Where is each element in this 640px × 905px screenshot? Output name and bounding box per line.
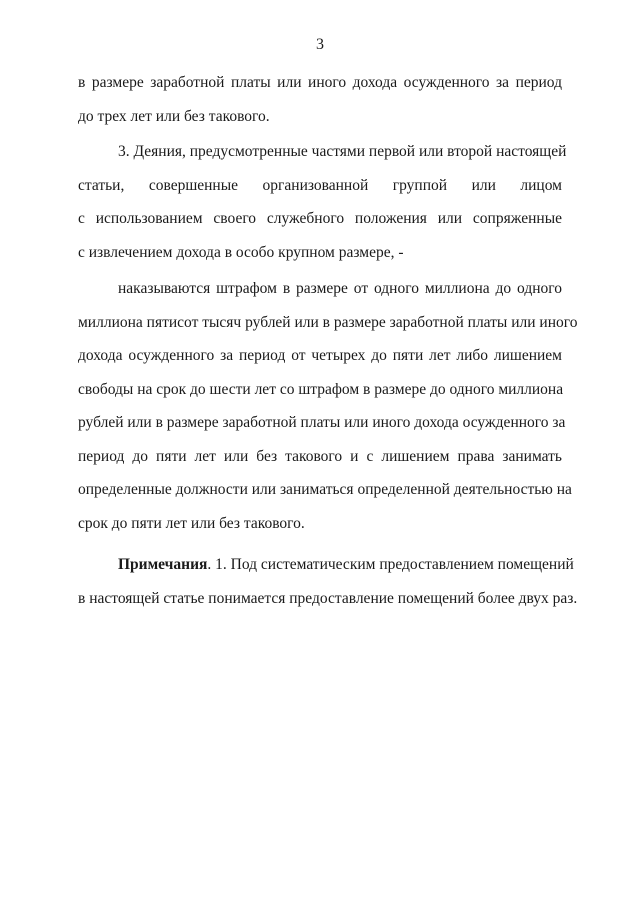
text-line: срок до пяти лет или без такового.: [78, 514, 305, 532]
text-line: в размере заработной платы или иного дохода осужденного за период: [78, 74, 562, 91]
text-line: миллиона пятисот тысяч рублей или в размере заработной платы или иного: [78, 313, 578, 331]
notes-section: [78, 548, 578, 615]
text-line: наказываются штрафом в размере от одного миллиона до одного: [118, 280, 562, 297]
text-line: статьи, совершенные организованной группой или лицом: [78, 176, 562, 194]
text-line: до трех лет или без такового.: [78, 107, 270, 125]
text-line: 3. Деяния, предусмотренные частями первой или второй настоящей: [118, 143, 567, 160]
paragraph-continuation: [78, 66, 562, 133]
notes-text: . 1. Под систематическим предоставлением помещений: [207, 556, 574, 573]
paragraph-part-3: [78, 135, 567, 269]
notes-line: в настоящей статье понимается предоставление помещений более двух раз.: [78, 589, 578, 607]
text-line: рублей или в размере заработной платы или иного дохода осужденного за: [78, 414, 566, 431]
notes-heading: Примечания: [118, 556, 208, 573]
text-line: свободы на срок до шести лет со штрафом в размере до одного миллиона: [78, 380, 564, 398]
paragraph-punishment: [78, 272, 578, 540]
page-number: 3: [316, 36, 324, 53]
text-line: дохода осужденного за период от четырех до пяти лет либо лишением: [78, 347, 562, 364]
text-line: определенные должности или заниматься определенной деятельностью на: [78, 481, 572, 498]
text-line: с извлечением дохода в особо крупном размере, -: [78, 243, 404, 261]
notes-line: [78, 548, 574, 582]
text-line: период до пяти лет или без такового и с лишением права занимать: [78, 447, 562, 465]
text-line: с использованием своего служебного положения или сопряженные: [78, 210, 562, 227]
